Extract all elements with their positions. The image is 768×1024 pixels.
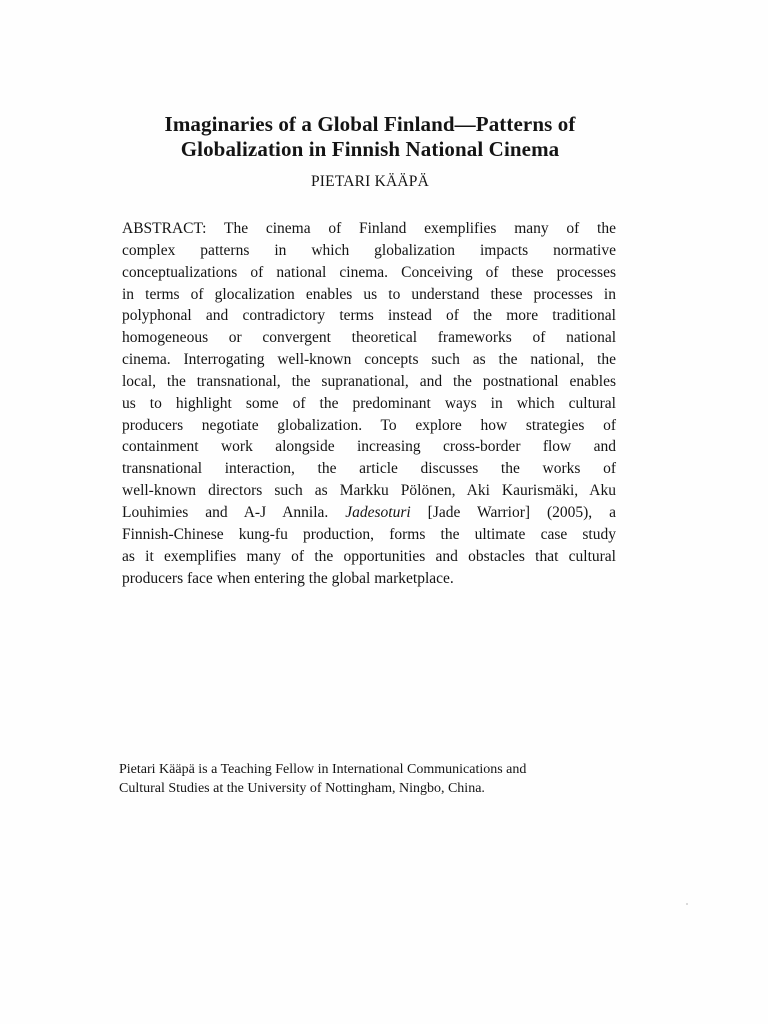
abstract-line: well-known directors such as Markku Pölönen, Aki Kaurismäki, Aku bbox=[122, 482, 616, 500]
abstract-line: producers negotiate globalization. To explore how strategies of bbox=[122, 416, 616, 434]
abstract-line: producers face when entering the global marketplace. bbox=[122, 569, 454, 587]
bio-line: Pietari Kääpä is a Teaching Fellow in International Communications and bbox=[119, 762, 527, 777]
abstract-line: us to highlight some of the predominant ways in which cultural bbox=[122, 394, 616, 412]
abstract-line: homogeneous or convergent theoretical frameworks of national bbox=[122, 329, 616, 347]
abstract-line-with-film-title bbox=[122, 502, 616, 524]
abstract-line: conceptualizations of national cinema. Conceiving of these processes bbox=[122, 263, 616, 281]
author-bio bbox=[119, 760, 619, 798]
abstract-line: local, the transnational, the supranational, and the postnational enables bbox=[122, 372, 616, 390]
abstract-line: complex patterns in which globalization impacts normative bbox=[122, 241, 616, 259]
film-title: Jadesoturi bbox=[345, 503, 411, 521]
author-name: PIETARI KÄÄPÄ bbox=[310, 173, 430, 190]
abstract-line: in terms of glocalization enables us to understand these processes in bbox=[122, 285, 616, 303]
scan-speck bbox=[686, 903, 688, 905]
abstract-line: transnational interaction, the article discusses the works of bbox=[122, 460, 616, 478]
abstract bbox=[122, 218, 616, 589]
abstract-line: containment work alongside increasing cross-border flow and bbox=[122, 438, 616, 456]
bio-line: Cultural Studies at the University of Nottingham, Ningbo, China. bbox=[119, 781, 485, 796]
abstract-line: cinema. Interrogating well-known concepts such as the national, the bbox=[122, 351, 616, 369]
abstract-line: as it exemplifies many of the opportunities and obstacles that cultural bbox=[122, 547, 616, 565]
abstract-line: polyphonal and contradictory terms instead of the more traditional bbox=[122, 307, 616, 325]
title-line: Imaginaries of a Global Finland—Patterns of bbox=[164, 112, 576, 136]
abstract-line: Finnish-Chinese kung-fu production, forms the ultimate case study bbox=[122, 525, 616, 543]
abstract-text: Louhimies and A-J Annila. bbox=[122, 503, 329, 521]
abstract-line: ABSTRACT: The cinema of Finland exemplifies many of the bbox=[122, 220, 616, 237]
title-line: Globalization in Finnish National Cinema bbox=[180, 137, 560, 161]
article-title bbox=[110, 112, 630, 162]
abstract-text: [Jade Warrior] (2005), a bbox=[427, 503, 617, 521]
